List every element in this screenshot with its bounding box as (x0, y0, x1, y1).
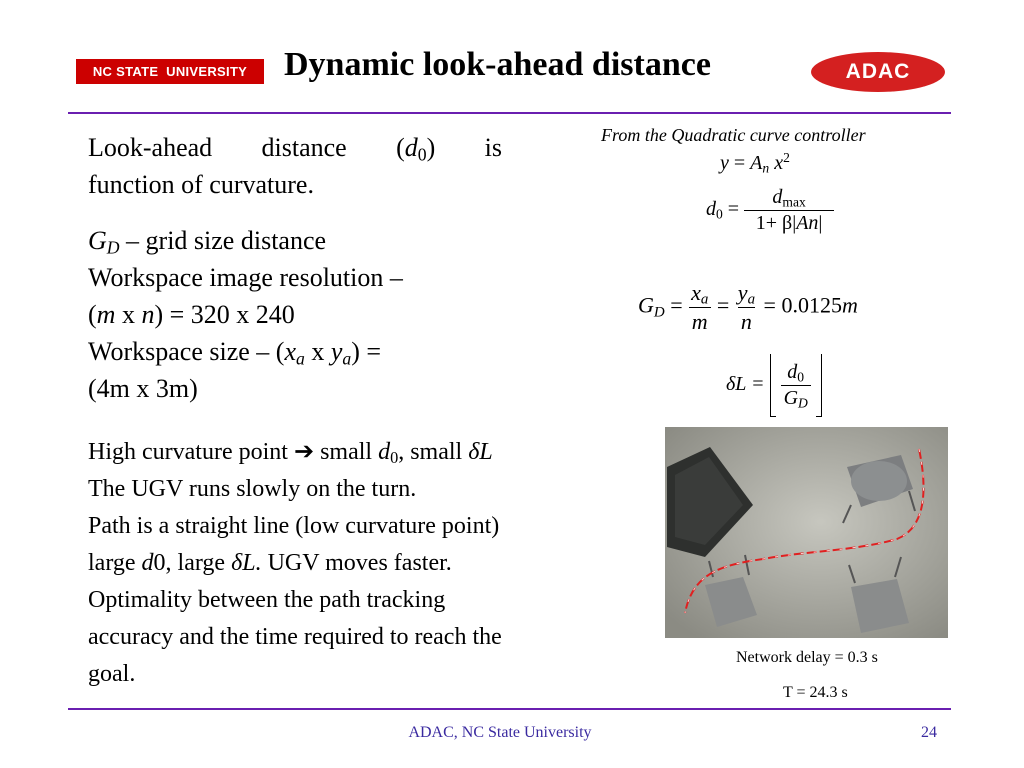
resolution-value: (m x n) = 320 x 240 (88, 300, 295, 329)
workspace-photo (665, 427, 948, 638)
bottom-divider (68, 708, 951, 710)
note-high-curvature: High curvature point ➔ small $d_0$, small δL (88, 439, 493, 468)
note-optimality-2: accuracy and the time required to reach the (88, 624, 502, 650)
slide-title: Dynamic look-ahead distance (284, 46, 711, 83)
workspace-size-value: (4m x 3m) (88, 374, 198, 403)
footer-text: ADAC, NC State University (408, 724, 592, 741)
gd-definition: $G_D$ – grid size distance (88, 226, 327, 258)
page-number: 24 (921, 724, 937, 741)
equation-quadratic: $y = A_n$ $x^2$ (720, 150, 790, 176)
equation-d0: $d_0$ = $\frac{d_{max}}{1+ \beta|An|}$ (706, 186, 834, 235)
controller-label: From the Quadratic curve controller (601, 125, 866, 145)
workspace-size-line: Workspace size – ($x_a$ x $y_a$) = (88, 337, 382, 369)
note-optimality-3: goal. (88, 661, 136, 687)
equation-gd: $G_D$ = $\frac{x_a}{m}$ = $\frac{y_a}{n}$ = 0.0125m (638, 280, 858, 334)
note-moves-faster: large d0, large δL. UGV moves faster. (88, 550, 452, 576)
note-runs-slowly: The UGV runs slowly on the turn. (88, 476, 417, 502)
time-caption: T = 24.3 s (783, 684, 848, 701)
note-straight-line: Path is a straight line (low curvature point) (88, 513, 500, 539)
nc-state-logo-text: NC STATE UNIVERSITY (92, 64, 248, 79)
nc-state-logo (76, 59, 264, 84)
lookahead-definition (88, 129, 502, 203)
curvature-notes (88, 434, 648, 693)
lookahead-line-2: function of curvature. (88, 170, 314, 199)
top-divider (68, 112, 951, 114)
equation-delta-l: δL = $\frac{d_0}{G_D}$ (726, 354, 822, 417)
lookahead-line-1: Look-ahead distance $(d_0)$ is (88, 133, 502, 165)
resolution-line: Workspace image resolution – (88, 263, 403, 292)
workspace-definitions (88, 222, 508, 407)
network-delay-caption: Network delay = 0.3 s (736, 649, 878, 666)
arrow-right-icon: ➔ (293, 439, 315, 465)
adac-logo (811, 52, 945, 92)
d0-fraction: $\frac{d_{max}}{1+ \beta|An|}$ (744, 186, 834, 235)
note-optimality-1: Optimality between the path tracking (88, 587, 446, 613)
adac-logo-text: ADAC (845, 60, 911, 83)
